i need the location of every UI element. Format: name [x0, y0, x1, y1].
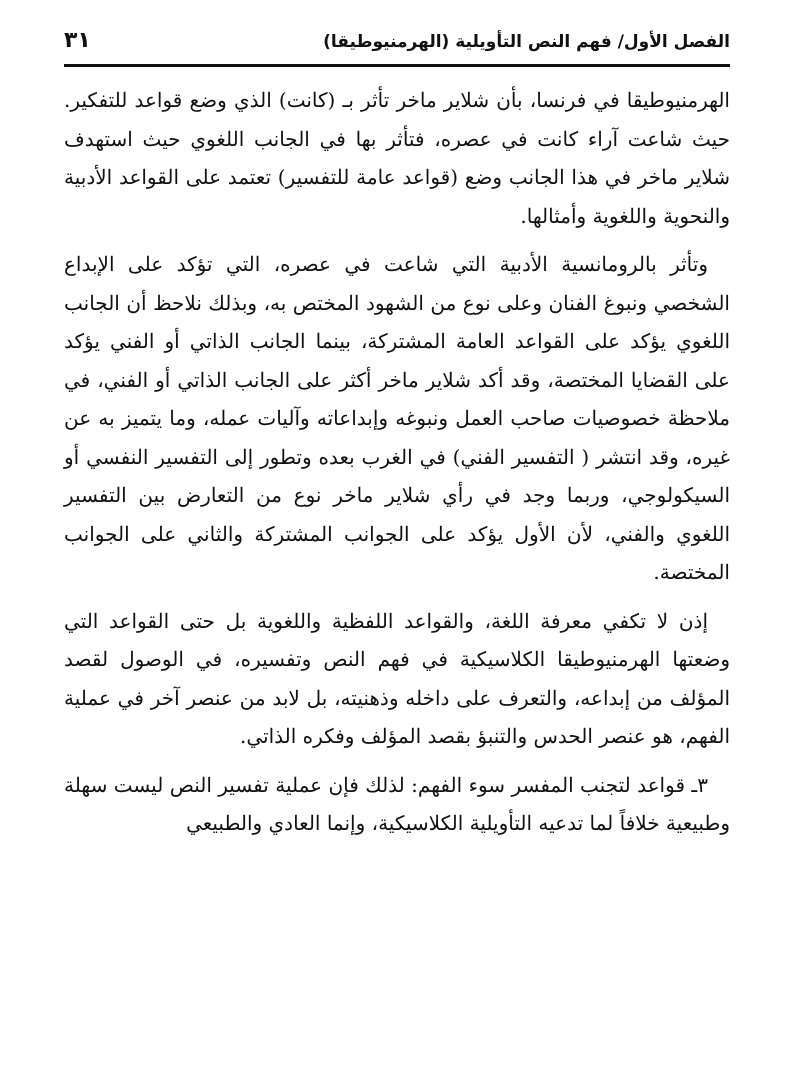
paragraph-3: إذن لا تكفي معرفة اللغة، والقواعد اللفظية واللغوية بل حتى القواعد التي وضعتها الهرمنيوطيقا الكلاسيكية في فهم النص وتفسيره، في الوصول لقصد المؤلف من إبداعه، والتعرف على داخله وذهنيته، بل لابد من عنصر آخر في عملية الفهم، هو عنصر الحدس والتنبؤ بقصد المؤلف وفكره الذاتي. — [64, 608, 730, 748]
chapter-title: الفصل الأول/ فهم النص التأويلية (الهرمنيوطيقا) — [323, 32, 730, 52]
paragraph-4: ٣ـ قواعد لتجنب المفسر سوء الفهم: لذلك فإن عملية تفسير النص ليست سهلة وطبيعية خلافاً لما تدعيه التأويلية الكلاسيكية، وإنما العادي والطبيعي — [64, 772, 730, 835]
running-header — [64, 26, 730, 62]
page-number: ٣١ — [64, 28, 91, 53]
paragraph-2: وتأثر بالرومانسية الأدبية التي شاعت في عصره، التي تؤكد على الإبداع الشخصي ونبوغ الفنان وعلى نوع من الشهود المختص به، وبذلك نلاحظ أن الجانب اللغوي يؤكد على القواعد العامة المشتركة، بينما الجانب الذاتي أو الفني يؤكد على القضايا المختصة، وقد أكد شلاير ماخر أكثر على الجانب الذاتي أو الفني، في ملاحظة خصوصيات صاحب العمل ونبوغه وإبداعاته وآليات عمله، وما يتميز به عن غيره، وقد انتشر ( التفسير الفني) في الغرب بعده وتطور إلى التفسير النفسي أو السيكولوجي، وربما وجد في رأي شلاير ماخر نوع من التعارض بين التفسير اللغوي والفني، لأن الأول يؤكد على الجوانب المشتركة والثاني على الجوانب المختصة. — [64, 252, 730, 584]
book-page — [64, 26, 730, 853]
paragraph-1: الهرمنيوطيقا في فرنسا، بأن شلاير ماخر تأثر بـ (كانت) الذي وضع قواعد للتفكير. حيث شاعت آراء كانت في عصره، فتأثر بها في الجانب اللغوي حيث استهدف شلاير ماخر في هذا الجانب وضع (قواعد عامة للتفسير) تعتمد على القواعد الأدبية والنحوية واللغوية وأمثالها. — [64, 88, 730, 228]
header-rule — [64, 64, 730, 67]
body-text — [64, 81, 730, 843]
